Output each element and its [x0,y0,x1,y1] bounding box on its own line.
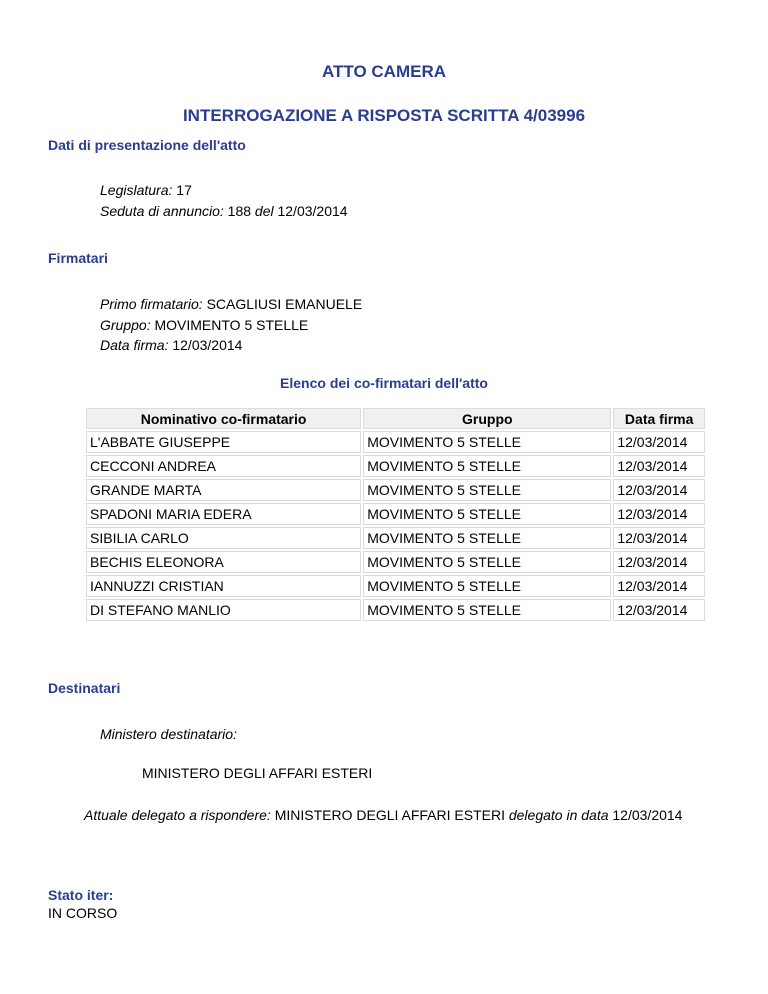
table-row [86,551,705,573]
seduta-line [100,203,348,219]
cell-nominativo: GRANDE MARTA [86,479,361,501]
delegato-date: 12/03/2014 [612,807,683,823]
cell-gruppo: MOVIMENTO 5 STELLE [363,503,611,525]
primo-firmatario-value: SCAGLIUSI EMANUELE [206,296,363,312]
seduta-date: 12/03/2014 [277,203,348,219]
seduta-number: 188 [227,203,252,219]
ministero-destinatario-value: MINISTERO DEGLI AFFARI ESTERI [142,765,373,781]
gruppo-value: MOVIMENTO 5 STELLE [154,317,309,333]
cell-data-firma: 12/03/2014 [613,575,705,597]
primo-firmatario-label: Primo firmatario: [100,296,203,312]
cell-data-firma: 12/03/2014 [613,479,705,501]
cell-nominativo: SIBILIA CARLO [86,527,361,549]
legislatura-value: 17 [176,182,192,198]
cell-data-firma: 12/03/2014 [613,431,705,453]
cell-nominativo: IANNUZZI CRISTIAN [86,575,361,597]
seduta-del: del [254,203,274,219]
delegato-block [84,806,684,824]
delegato-label: Attuale delegato a rispondere: [84,807,271,823]
cell-gruppo: MOVIMENTO 5 STELLE [363,431,611,453]
cell-gruppo: MOVIMENTO 5 STELLE [363,575,611,597]
delegato-in-data: delegato in data [508,807,609,823]
delegato-value: MINISTERO DEGLI AFFARI ESTERI [274,807,505,823]
ministero-destinatario-label: Ministero destinatario: [100,726,237,742]
act-subtitle: INTERROGAZIONE A RISPOSTA SCRITTA 4/03996 [182,106,586,125]
table-row [86,527,705,549]
table-header-row [86,408,705,429]
data-firma-line [100,337,242,353]
table-row [86,575,705,597]
cell-data-firma: 12/03/2014 [613,551,705,573]
cell-nominativo: L'ABBATE GIUSEPPE [86,431,361,453]
stato-iter-heading: Stato iter: [48,887,114,903]
primo-firmatario-line [100,296,362,312]
cell-gruppo: MOVIMENTO 5 STELLE [363,455,611,477]
gruppo-line [100,317,308,333]
section-heading-destinatari: Destinatari [48,680,121,696]
cell-data-firma: 12/03/2014 [613,503,705,525]
section-heading-presentazione: Dati di presentazione dell'atto [48,137,246,153]
cell-gruppo: MOVIMENTO 5 STELLE [363,551,611,573]
cell-gruppo: MOVIMENTO 5 STELLE [363,479,611,501]
data-firma-value: 12/03/2014 [172,337,243,353]
legislatura-label: Legislatura: [100,182,173,198]
table-row [86,479,705,501]
table-row [86,503,705,525]
seduta-label: Seduta di annuncio: [100,203,224,219]
stato-iter-value: IN CORSO [48,905,118,921]
section-heading-firmatari: Firmatari [48,250,108,266]
data-firma-label: Data firma: [100,337,169,353]
table-row [86,599,705,621]
cell-gruppo: MOVIMENTO 5 STELLE [363,599,611,621]
cofirmatari-heading: Elenco dei co-firmatari dell'atto [280,375,488,391]
gruppo-label: Gruppo: [100,317,151,333]
document-title: ATTO CAMERA [321,62,447,81]
cell-data-firma: 12/03/2014 [613,599,705,621]
cell-nominativo: DI STEFANO MANLIO [86,599,361,621]
cell-nominativo: CECCONI ANDREA [86,455,361,477]
table-row [86,431,705,453]
legislatura-line [100,182,192,198]
column-header-nominativo: Nominativo co-firmatario [86,408,361,429]
column-header-data-firma: Data firma [613,408,705,429]
cell-data-firma: 12/03/2014 [613,527,705,549]
cell-nominativo: BECHIS ELEONORA [86,551,361,573]
cofirmatari-table [84,406,707,623]
column-header-gruppo: Gruppo [363,408,611,429]
table-row [86,455,705,477]
cell-gruppo: MOVIMENTO 5 STELLE [363,527,611,549]
cell-data-firma: 12/03/2014 [613,455,705,477]
cell-nominativo: SPADONI MARIA EDERA [86,503,361,525]
